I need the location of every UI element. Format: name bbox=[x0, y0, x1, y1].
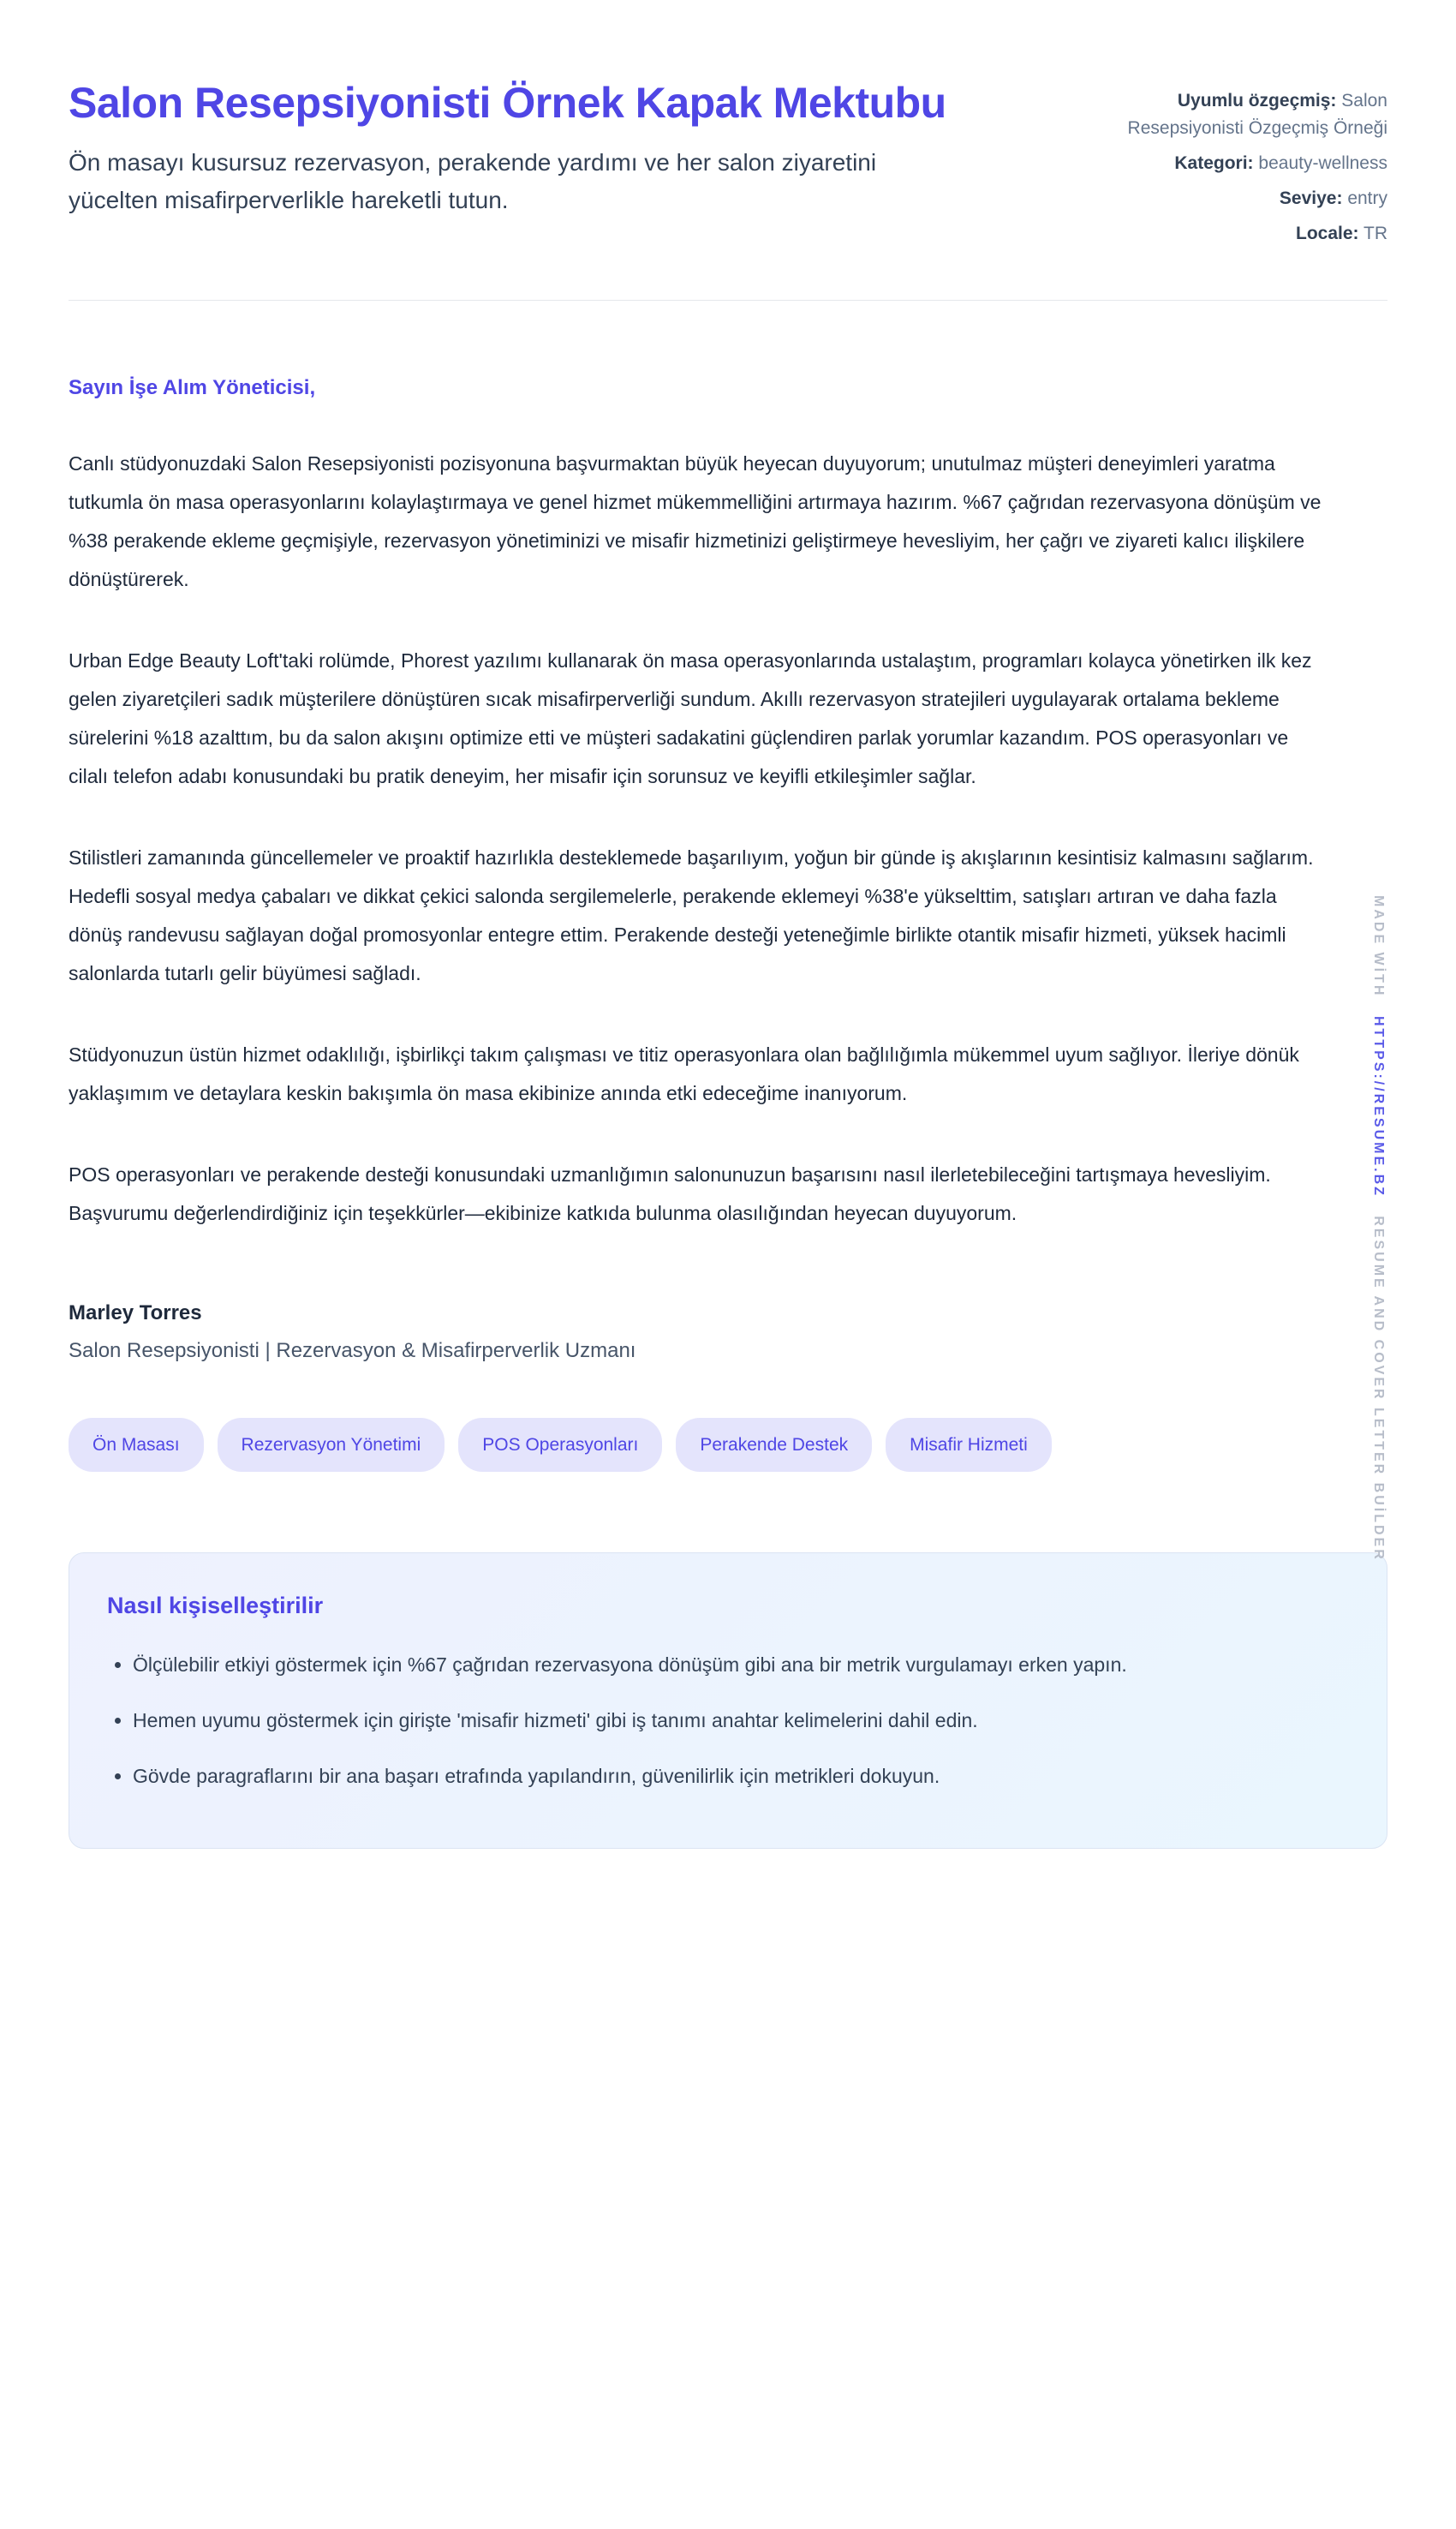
personalization-tips-card bbox=[69, 1552, 1387, 1849]
meta-level-label: Seviye: bbox=[1279, 188, 1343, 208]
skill-tag: Rezervasyon Yönetimi bbox=[218, 1418, 445, 1472]
meta-category bbox=[1122, 150, 1387, 177]
meta-locale-label: Locale: bbox=[1296, 224, 1359, 243]
header-divider bbox=[69, 300, 1387, 301]
watermark-link[interactable]: HTTPS://RESUME.BZ bbox=[1371, 1015, 1386, 1198]
made-with-watermark bbox=[1370, 895, 1386, 1562]
letter-paragraph-2: Urban Edge Beauty Loft'taki rolümde, Phorest yazılımı kullanarak ön masa operasyonlarında ustalaştım, programları kolayca yönetirken ilk kez gelen ziyaretçileri sadık müşterilere dönüştüren sıcak misafirperverliği sundum. Akıllı rezervasyon stratejileri uygulayarak ortalama bekleme sürelerini %18 azalttım, bu da salon akışını optimize etti ve müşteri sadakatini güçlendiren parlak yorumlar kazandım. POS operasyonları ve cilalı telefon adabı konusundaki bu pratik deneyim, her misafir için sorunsuz ve keyifli etkileşimler sağlar. bbox=[69, 649, 1312, 787]
letter-paragraph-3: Stilistleri zamanında güncellemeler ve proaktif hazırlıkla desteklemede başarılıyım, yoğun bir günde iş akışlarının kesintisiz kalmasını sağlarım. Hedefli sosyal medya çabaları ve dikkat çekici salonda sergilemelerle, perakende eklemeyi %38'e yükselttim, satışları artıran ve daha fazla dönüş randevusu sağlayan doğal promosyonlar entegre ettim. Perakende desteği yeteneğimle birlikte otantik misafir hizmeti, yüksek hacimli salonlarda tutarlı gelir büyümesi sağladı. bbox=[69, 846, 1314, 984]
skill-tag: POS Operasyonları bbox=[458, 1418, 662, 1472]
tip-item: • Ölçülebilir etkiyi göstermek için %67 çağrıdan rezervasyona dönüşüm gibi ana bir metrik vurgulamayı erken yapın. bbox=[133, 1647, 1272, 1683]
page-title: Salon Resepsiyonisti Örnek Kapak Mektubu bbox=[69, 79, 946, 127]
skill-tag: Misafir Hizmeti bbox=[886, 1418, 1052, 1472]
letter-paragraph-1: Canlı stüdyonuzdaki Salon Resepsiyonisti pozisyonuna başvurmaktan büyük heyecan duyuyorum; unutulmaz müşteri deneyimleri yaratma tutkumla ön masa operasyonlarını kolaylaştırmaya ve genel hizmet mükemmelliğini artırmaya hazırım. %67 çağrıdan rezervasyona dönüşüm ve %38 perakende ekleme geçmişiyle, rezervasyon yönetiminizi ve misafir hizmetinizi geliştirmeye hevesliyim, her çağrı ve ziyareti kalıcı ilişkilere dönüştürerek. bbox=[69, 452, 1322, 590]
header-title-block bbox=[69, 75, 946, 219]
meta-resume-label: Uyumlu özgeçmiş: bbox=[1177, 91, 1337, 111]
meta-locale bbox=[1122, 220, 1387, 248]
tip-item: • Hemen uyumu göstermek için girişte 'misafir hizmeti' gibi iş tanımı anahtar kelimelerini dahil edin. bbox=[133, 1702, 1272, 1739]
letter-paragraph-4: Stüdyonuzun üstün hizmet odaklılığı, işbirlikçi takım çalışması ve titiz operasyonlara olan bağlılığımla mükemmel uyum sağlıyor. İleriye dönük yaklaşımım ve detaylara keskin bakışımla ön masa ekibinize anında etki edeceğime inanıyorum. bbox=[69, 1043, 1299, 1104]
skill-tag-list bbox=[69, 1418, 1387, 1472]
meta-level-value: entry bbox=[1347, 188, 1387, 208]
tip-item: • Gövde paragraflarını bir ana başarı etrafında yapılandırın, güvenilirlik için metrikleri dokuyun. bbox=[133, 1758, 1272, 1795]
meta-category-value: beauty-wellness bbox=[1258, 153, 1387, 173]
cover-letter-body bbox=[69, 376, 1387, 1363]
skill-tag: Perakende Destek bbox=[676, 1418, 872, 1472]
letter-paragraph-5: POS operasyonları ve perakende desteği konusundaki uzmanlığımın salonunuzun başarısını nasıl ilerletebileceğini tartışmaya hevesliyim. Başvurumu değerlendirdiğiniz için teşekkürler—ekibinize katkıda bulunma olasılığından heyecan duyuyorum. bbox=[69, 1163, 1271, 1224]
meta-panel bbox=[1122, 75, 1387, 255]
watermark-suffix: RESUME AND COVER LETTER BUİLDER bbox=[1371, 1216, 1386, 1562]
watermark-prefix: MADE WİTH bbox=[1371, 895, 1386, 998]
meta-locale-value: TR bbox=[1364, 224, 1387, 243]
tips-list bbox=[107, 1647, 1349, 1795]
meta-category-label: Kategori: bbox=[1174, 153, 1254, 173]
meta-level bbox=[1122, 185, 1387, 212]
letter-greeting: Sayın İşe Alım Yöneticisi, bbox=[69, 376, 316, 399]
meta-matching-resume bbox=[1122, 87, 1387, 142]
signature-role: Salon Resepsiyonisti | Rezervasyon & Misafirperverlik Uzmanı bbox=[69, 1339, 636, 1362]
page-subtitle: Ön masayı kusursuz rezervasyon, perakende yardımı ve her salon ziyaretini yücelten misafirperverlikle hareketli tutun. bbox=[69, 149, 877, 213]
tips-title: Nasıl kişiselleştirilir bbox=[107, 1593, 324, 1618]
signature-name: Marley Torres bbox=[69, 1301, 202, 1324]
page-header bbox=[69, 75, 1387, 255]
meta-resume-value: Salon Resepsiyonisti Özgeçmiş Örneği bbox=[1127, 91, 1387, 138]
skill-tag: Ön Masası bbox=[69, 1418, 204, 1472]
